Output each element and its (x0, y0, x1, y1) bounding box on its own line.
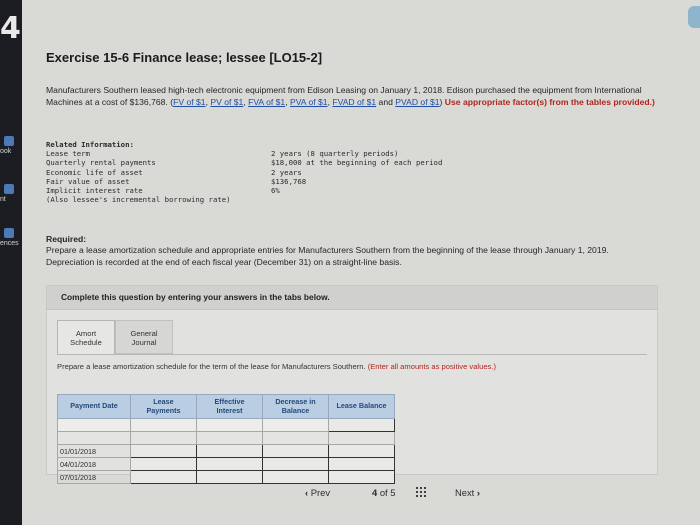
tab-instruction: Prepare a lease amortization schedule for the term of the lease for Manufacturers Southern. (Enter all amounts as positive values.) (57, 354, 647, 388)
required-label: Required: (46, 234, 87, 244)
link-fv[interactable]: FV of $1 (173, 96, 206, 107)
payment-date: 04/01/2018 (58, 458, 131, 471)
col-payment-date: Payment Date (58, 395, 131, 419)
corner-tab[interactable] (688, 6, 700, 28)
link-pva[interactable]: PVA of $1 (289, 96, 328, 107)
table-spacer (58, 432, 395, 445)
print-icon (4, 184, 14, 194)
lease-payment-input[interactable] (131, 471, 197, 484)
left-sidebar (0, 0, 22, 525)
chevron-left-icon: ‹ (305, 487, 309, 498)
lease-balance-input[interactable] (329, 419, 395, 432)
table-row (58, 445, 395, 458)
grid-icon[interactable] (415, 486, 427, 498)
info-row: Quarterly rental payments $18,000 at the beginning of each period (46, 158, 443, 168)
info-row: Fair value of asset $136,768 (46, 176, 307, 186)
link-pvad[interactable]: PVAD of $1 (395, 96, 440, 107)
lease-payment-input[interactable] (131, 445, 197, 458)
related-header: Related Information: (46, 140, 134, 149)
required-text: Prepare a lease amortization schedule and appropriate entries for Manufacturers Southern from the beginning of the lease through January 1, 2019. Depreciation is recorded at the end of each fiscal year (December 31) on a straight-line basis. (46, 245, 609, 267)
col-lease-balance: Lease Balance (329, 395, 395, 419)
lease-balance-input[interactable] (329, 471, 395, 484)
col-effective-interest: Effective Interest (197, 395, 263, 419)
sidebar-item-references[interactable]: ences (0, 228, 22, 247)
instruction-note: (Enter all amounts as positive values.) (367, 362, 496, 371)
page-counter: 4 of 5 (372, 487, 396, 498)
lease-payment-input[interactable] (131, 458, 197, 471)
sidebar-item-book[interactable]: ook (0, 136, 22, 155)
info-row: Implicit interest rate 6% (46, 185, 280, 195)
lease-balance-input[interactable] (329, 458, 395, 471)
decrease-balance-input[interactable] (263, 458, 329, 471)
payment-date: 07/01/2018 (58, 471, 131, 484)
page-title: Exercise 15-6 Finance lease; lessee [LO15-2] (46, 50, 323, 65)
tab-amort-schedule[interactable]: Amort Schedule (57, 320, 115, 354)
info-row: Lease term 2 years (8 quarterly periods) (46, 149, 399, 159)
effective-interest-input[interactable] (197, 458, 263, 471)
question-number: 4 (0, 11, 21, 46)
factor-note: Use appropriate factor(s) from the tables provided.) (444, 96, 655, 107)
effective-interest-input[interactable] (197, 445, 263, 458)
tab-general-journal[interactable]: General Journal (115, 320, 173, 354)
col-lease-payments: Lease Payments (131, 395, 197, 419)
link-fva[interactable]: FVA of $1 (248, 96, 286, 107)
decrease-balance-input[interactable] (263, 471, 329, 484)
book-icon (4, 136, 14, 146)
references-icon (4, 228, 14, 238)
info-row: (Also lessee's incremental borrowing rate) (46, 195, 231, 205)
answer-panel (46, 285, 658, 482)
info-row: Economic life of asset 2 years (46, 167, 302, 177)
table-row (58, 458, 395, 471)
required-section (46, 234, 658, 268)
link-pv[interactable]: PV of $1 (210, 96, 244, 107)
panel-header: Complete this question by entering your answers in the tabs below. (47, 286, 657, 310)
effective-interest-input[interactable] (197, 471, 263, 484)
next-button[interactable]: Next › (455, 487, 481, 498)
prev-button[interactable]: ‹ Prev (305, 487, 331, 498)
col-decrease-balance: Decrease in Balance (263, 395, 329, 419)
decrease-balance-input[interactable] (263, 445, 329, 458)
lease-balance-input[interactable] (329, 445, 395, 458)
amortization-table (57, 394, 395, 484)
intro-paragraph: Manufacturers Southern leased high-tech electronic equipment from Edison Leasing on January 1, 2018. Edison purchased the equipment from International Machines at a cost of $136,768. (FV of $1, PV of $1, FVA of $1, PVA of $1, FVAD of $1 and PVAD of $1) Use appropriate factor(s) from the tables provided.) (46, 85, 655, 107)
payment-date: 01/01/2018 (58, 445, 131, 458)
table-row (58, 419, 395, 432)
related-information (46, 140, 443, 205)
chevron-right-icon: › (476, 487, 481, 498)
link-fvad[interactable]: FVAD of $1 (332, 96, 377, 107)
sidebar-item-print[interactable]: nt (0, 184, 22, 203)
table-row (58, 471, 395, 484)
